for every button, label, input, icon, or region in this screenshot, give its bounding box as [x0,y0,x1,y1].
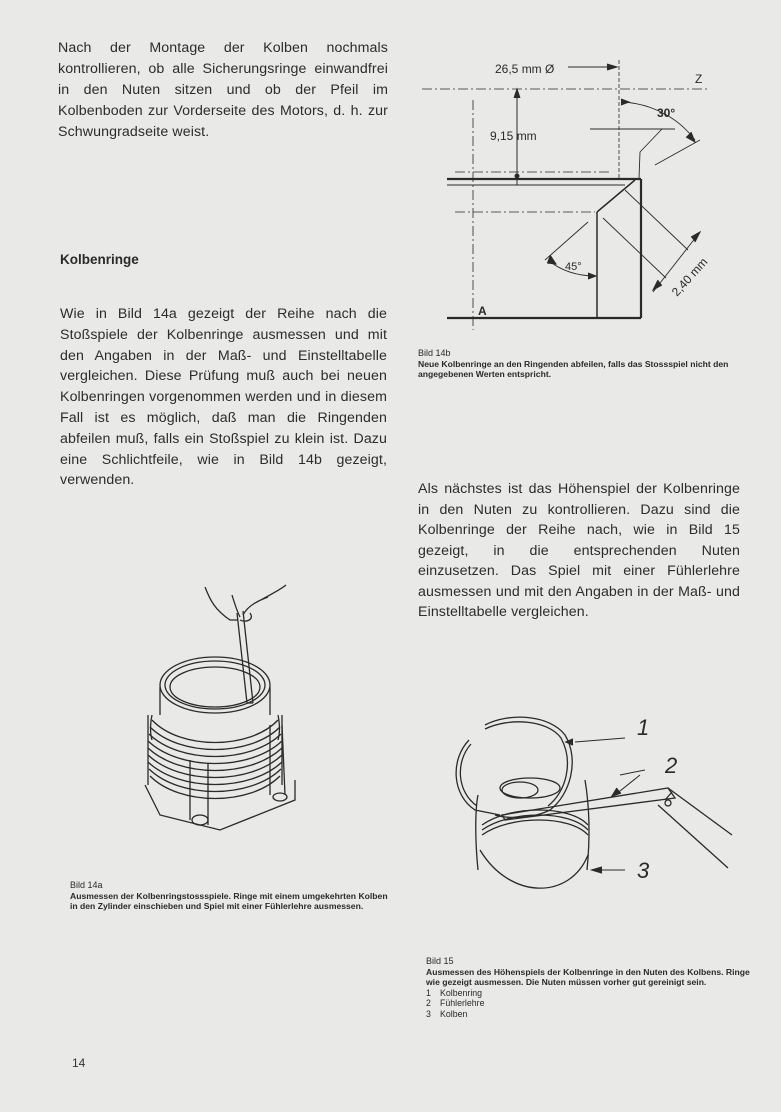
figure-14a-illustration [120,575,320,845]
point-z-label: Z [695,72,703,86]
page-number: 14 [72,1056,86,1070]
width-label: 2,40 mm [668,254,711,300]
figure-14a-caption [70,880,390,912]
figure-14a-description: Ausmessen der Kolbenringstossspiele. Ringe mit einem umgekehrten Kolben in den Zylinder einschieben und Spiel mit einer Fühlerlehre ausmessen. [70,890,388,911]
section-paragraph: Wie in Bild 14a gezeigt der Reihe nach die Stoßspiele der Kolbenringe ausmessen und mit den Angaben in der Maß- und Einstelltabelle vergleichen. Diese Prüfung muß auch bei neuen Kolbenringen vorgenommen werden und in diesem Fall ist es möglich, daß man die Ringenden abfeilen muß, falls ein Stoßspiel zu klein ist. Dazu eine Schlichtfeile, wie in Bild 14b gezeigt, verwenden. [60,306,387,489]
hand-shape [205,585,286,621]
section-heading: Kolbenringe [60,252,139,267]
intro-paragraph: Nach der Montage der Kolben nochmals kontrollieren, ob alle Sicherungsringe einwandfrei in den Nuten sitzen und ob der Pfeil im Kolbenboden zur Vorderseite des Motors, d. h. zur Schwungradseite weist. [58,40,388,140]
figure-15-illustration [440,700,740,900]
figure-15-legend-item: 2 Fühlerlehre [426,998,485,1008]
figure-14b-caption [418,348,743,380]
figure-15-legend-item: 1 Kolbenring [426,987,483,998]
feeler-gauge [237,611,253,703]
callout-2: 2 [665,753,678,778]
piston-shape [476,778,589,888]
figure-15-description: Ausmessen des Höhenspiels der Kolbenringe in den Nuten des Kolbens. Ringe wie gezeigt ausmessen. Die Nuten müssen vorher gut gereinigt sein. [426,966,750,987]
figure-15-caption [426,956,756,1019]
height-label: 9,15 mm [490,129,537,143]
point-a-label: A [478,304,487,318]
figure-14b-description: Neue Kolbenringe an den Ringenden abfeilen, falls das Stossspiel nicht den angegebenen Werten entspricht. [418,358,729,379]
figure-15-legend-item: 3 Kolben [426,1008,468,1019]
angle-bottom-label: 45° [565,261,582,273]
figure-14b-drawing [410,40,740,340]
callout-3: 3 [637,858,650,883]
figure-15-title: Bild 15 [426,956,454,966]
figure-14b-title: Bild 14b [418,348,451,358]
cylinder-fins [148,720,282,799]
figure-14a-title: Bild 14a [70,880,103,890]
right-paragraph: Als nächstes ist das Höhenspiel der Kolbenringe in den Nuten zu kontrollieren. Dazu sind die Kolbenringe der Reihe nach, wie in Bild 15 gezeigt, in die entsprechenden Nuten einzusetzen. Das Spiel mit einer Fühlerlehre ausmessen und mit den Angaben in der Maß- und Einstelltabelle vergleichen. [418,481,740,620]
angle-top-label: 30° [657,106,676,120]
diameter-label: 26,5 mm Ø [495,62,555,76]
callout-1: 1 [637,715,650,740]
